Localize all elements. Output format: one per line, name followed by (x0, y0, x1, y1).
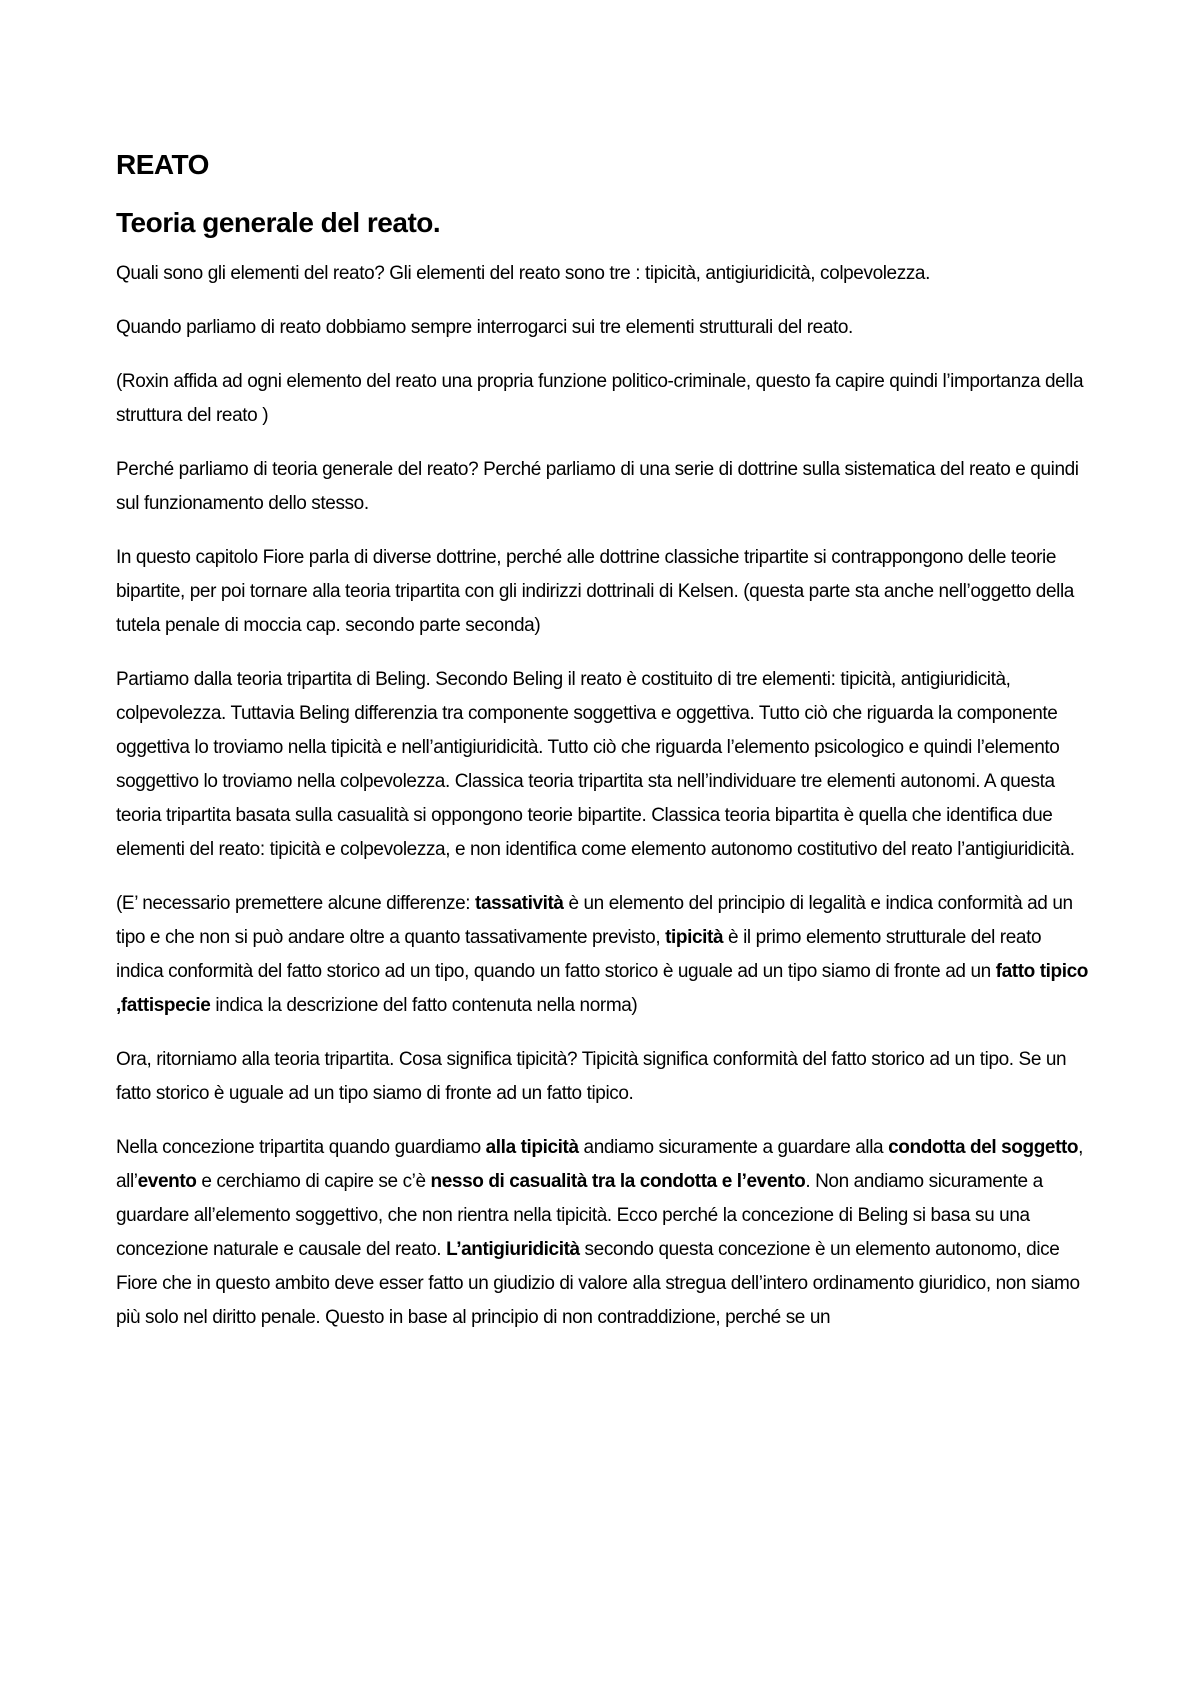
section-heading: Teoria generale del reato. (116, 206, 441, 238)
paragraph-text: In questo capitolo Fiore parla di diverse dottrine, perché alle dottrine classiche tripartite si contrappongono delle teorie bipartite, per poi tornare alla teoria tripartita con gli indirizzi dottrinali di Kelsen. (questa parte sta anche nell’oggetto della tutela penale di moccia cap. secondo parte seconda) (116, 547, 1074, 637)
bold-text: condotta del soggetto (888, 1137, 1079, 1159)
bold-text: nesso di casualità tra la condotta e l’evento (430, 1171, 806, 1193)
paragraph-list (116, 257, 1091, 1335)
paragraph-text: , all’ (116, 1137, 1084, 1193)
paragraph (116, 541, 1091, 643)
paragraph-text: . Non andiamo sicuramente a guardare all’elemento soggettivo, che non rientra nella tipicità. Ecco perché la concezione di Beling si basa su una concezione naturale e causale del reato. (116, 1171, 1043, 1261)
paragraph-text: Partiamo dalla teoria tripartita di Beling. Secondo Beling il reato è costituito di tre elementi: tipicità, antigiuridicità, colpevolezza. Tuttavia Beling differenzia tra componente soggettiva e oggettiva. Tutto ciò che riguarda la componente oggettiva lo troviamo nella tipicità e nell’antigiuridicità. Tutto ciò che riguarda l’elemento psicologico e quindi l’elemento soggettivo lo troviamo nella colpevolezza. Classica teoria tripartita sta nell’individuare tre elementi autonomi. A questa teoria tripartita basata sulla casualità si oppongono teorie bipartite. Classica teoria bipartita è quella che identifica due elementi del reato: tipicità e colpevolezza, e non identifica come elemento autonomo costitutivo del reato l’antigiuridicità. (116, 669, 1075, 861)
paragraph-text: è un elemento del principio di legalità e indica conformità ad un tipo e che non si può andare oltre a quanto tassativamente previsto, (116, 893, 1073, 949)
paragraph (116, 311, 1091, 345)
paragraph (116, 1131, 1091, 1335)
bold-text: alla tipicità (485, 1137, 579, 1159)
document-body (116, 148, 1091, 1355)
paragraph-text: è il primo elemento strutturale del reato indica conformità del fatto storico ad un tipo, quando un fatto storico è uguale ad un tipo siamo di fronte ad un (116, 927, 1042, 983)
paragraph-text: andiamo sicuramente a guardare alla (578, 1137, 889, 1159)
bold-text: fatto tipico ,fattispecie (116, 961, 1088, 1017)
paragraph (116, 663, 1091, 867)
paragraph (116, 257, 1091, 291)
paragraph-text: Perché parliamo di teoria generale del reato? Perché parliamo di una serie di dottrine sulla sistematica del reato e quindi sul funzionamento dello stesso. (116, 459, 1079, 515)
document-title: REATO (116, 149, 209, 180)
paragraph (116, 1043, 1091, 1111)
paragraph-text: Quando parliamo di reato dobbiamo sempre interrogarci sui tre elementi strutturali del reato. (116, 317, 853, 339)
paragraph-text: (E’ necessario premettere alcune differenze: (116, 893, 476, 915)
paragraph (116, 887, 1091, 1023)
bold-text: tassatività (475, 893, 564, 915)
bold-text: evento (137, 1171, 197, 1193)
paragraph-text: Ora, ritorniamo alla teoria tripartita. Cosa significa tipicità? Tipicità significa conformità del fatto storico ad un tipo. Se un fatto storico è uguale ad un tipo siamo di fronte ad un fatto tipico. (116, 1049, 1067, 1105)
paragraph-text: (Roxin affida ad ogni elemento del reato una propria funzione politico-criminale, questo fa capire quindi l’importanza della struttura del reato ) (116, 371, 1084, 427)
bold-text: tipicità (665, 927, 724, 949)
paragraph-text: indica la descrizione del fatto contenuta nella norma) (210, 995, 638, 1017)
paragraph-text: secondo questa concezione è un elemento autonomo, dice Fiore che in questo ambito deve esser fatto un giudizio di valore alla stregua dell’intero ordinamento giuridico, non siamo più solo nel diritto penale. Questo in base al principio di non contraddizione, perché se un (116, 1239, 1080, 1329)
paragraph (116, 453, 1091, 521)
paragraph-text: Quali sono gli elementi del reato? Gli elementi del reato sono tre : tipicità, antigiuridicità, colpevolezza. (116, 263, 930, 285)
bold-text: L’antigiuridicità (446, 1239, 580, 1261)
paragraph-text: Nella concezione tripartita quando guardiamo (116, 1137, 486, 1159)
paragraph (116, 365, 1091, 433)
paragraph-text: e cerchiamo di capire se c’è (196, 1171, 431, 1193)
